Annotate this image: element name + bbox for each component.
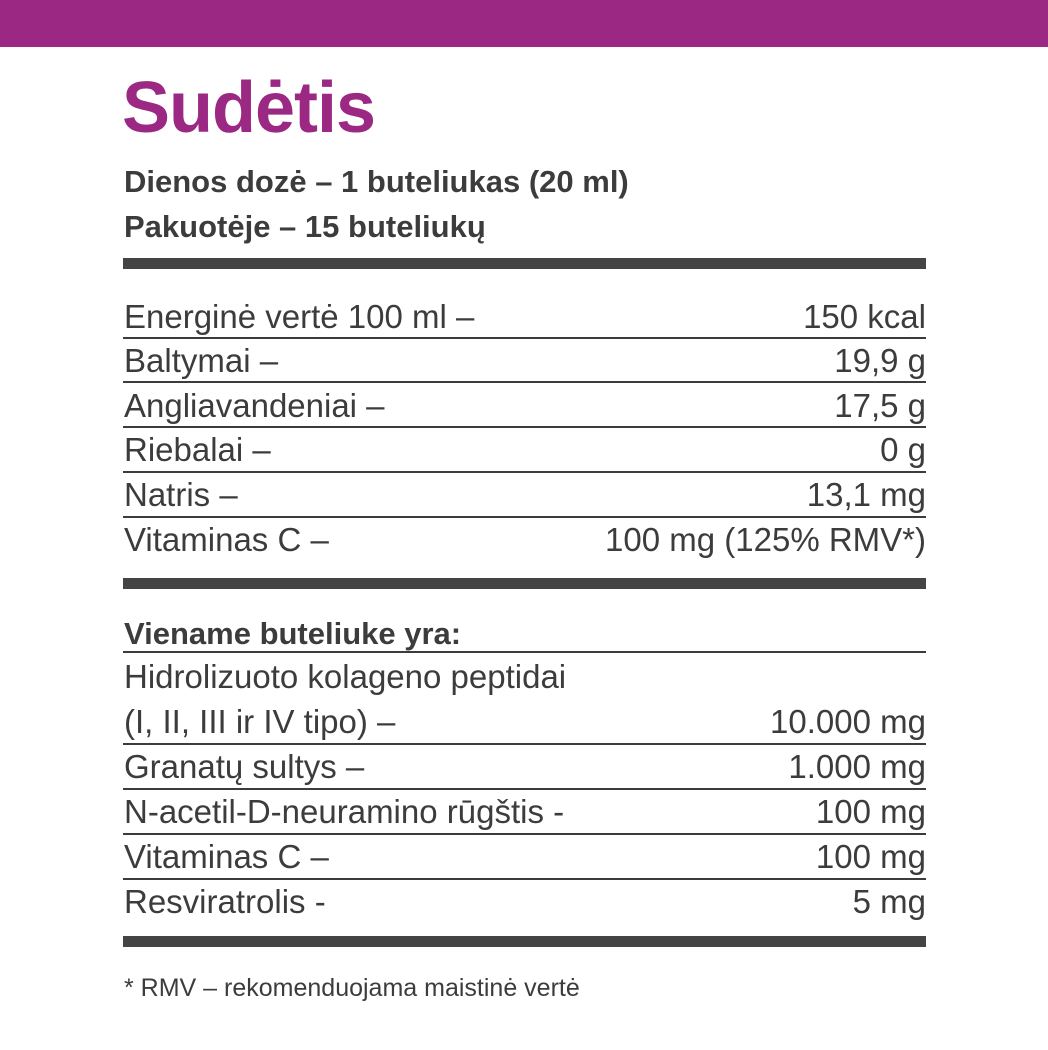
nutrition-row-sodium (123, 475, 926, 515)
ingredient-value: 100 mg (815, 793, 926, 830)
footnote: * RMV – rekomenduojama maistinė vertė (124, 974, 580, 1002)
ingredients-heading: Viename buteliuke yra: (124, 616, 462, 651)
nutrition-label: Angliavandeniai – (124, 387, 385, 424)
nutrition-value: 19,9 g (834, 342, 926, 379)
nutrition-label: Energinė vertė 100 ml – (124, 298, 475, 335)
row-divider (123, 833, 926, 835)
section-divider-middle (123, 578, 926, 589)
nutrition-label: Baltymai – (124, 342, 279, 379)
nutrition-row-carbs (123, 386, 926, 426)
nutrition-label: Natris – (124, 476, 238, 513)
row-divider (123, 381, 926, 383)
ingredient-row-vitamin-c (123, 837, 926, 877)
ingredient-value: 5 mg (852, 883, 926, 920)
ingredient-label: (I, II, III ir IV tipo) – (124, 703, 396, 740)
page-title: Sudėtis (122, 68, 376, 148)
ingredient-label: Granatų sultys – (124, 748, 365, 785)
ingredient-row-resveratrol (123, 882, 926, 922)
row-divider (123, 878, 926, 880)
ingredient-value: 1.000 mg (788, 748, 926, 785)
daily-dose-line: Dienos dozė – 1 buteliukas (20 ml) (124, 164, 629, 199)
ingredient-label: N-acetil-D-neuramino rūgštis - (124, 793, 565, 830)
ingredient-row-collagen (123, 702, 926, 742)
nutrition-label: Riebalai – (124, 431, 271, 468)
nutrition-value: 150 kcal (803, 298, 926, 335)
nutrition-value: 0 g (880, 431, 926, 468)
package-line: Pakuotėje – 15 buteliukų (124, 209, 486, 244)
row-divider (123, 471, 926, 473)
row-divider (123, 651, 926, 653)
ingredient-label: Vitaminas C – (124, 838, 329, 875)
nutrition-row-protein (123, 341, 926, 381)
row-divider (123, 743, 926, 745)
section-divider-top (123, 258, 926, 269)
nutrition-row-fat (123, 430, 926, 470)
ingredient-row-pomegranate (123, 747, 926, 787)
nutrition-row-energy (123, 297, 926, 337)
row-divider (123, 337, 926, 339)
ingredient-value: 10.000 mg (770, 703, 926, 740)
ingredient-label: Resviratrolis - (124, 883, 326, 920)
top-accent-bar (0, 0, 1048, 47)
row-divider (123, 516, 926, 518)
nutrition-row-vitamin-c (123, 520, 926, 560)
nutrition-value: 13,1 mg (806, 476, 926, 513)
nutrition-label: Vitaminas C – (124, 521, 329, 558)
section-divider-bottom (123, 936, 926, 947)
row-divider (123, 788, 926, 790)
ingredient-row-collagen-line1 (123, 657, 926, 697)
ingredient-value: 100 mg (815, 838, 926, 875)
nutrition-value: 17,5 g (834, 387, 926, 424)
ingredient-row-neuraminic-acid (123, 792, 926, 832)
row-divider (123, 426, 926, 428)
nutrition-value: 100 mg (125% RMV*) (605, 521, 926, 558)
ingredient-label: Hidrolizuoto kolageno peptidai (124, 658, 567, 695)
